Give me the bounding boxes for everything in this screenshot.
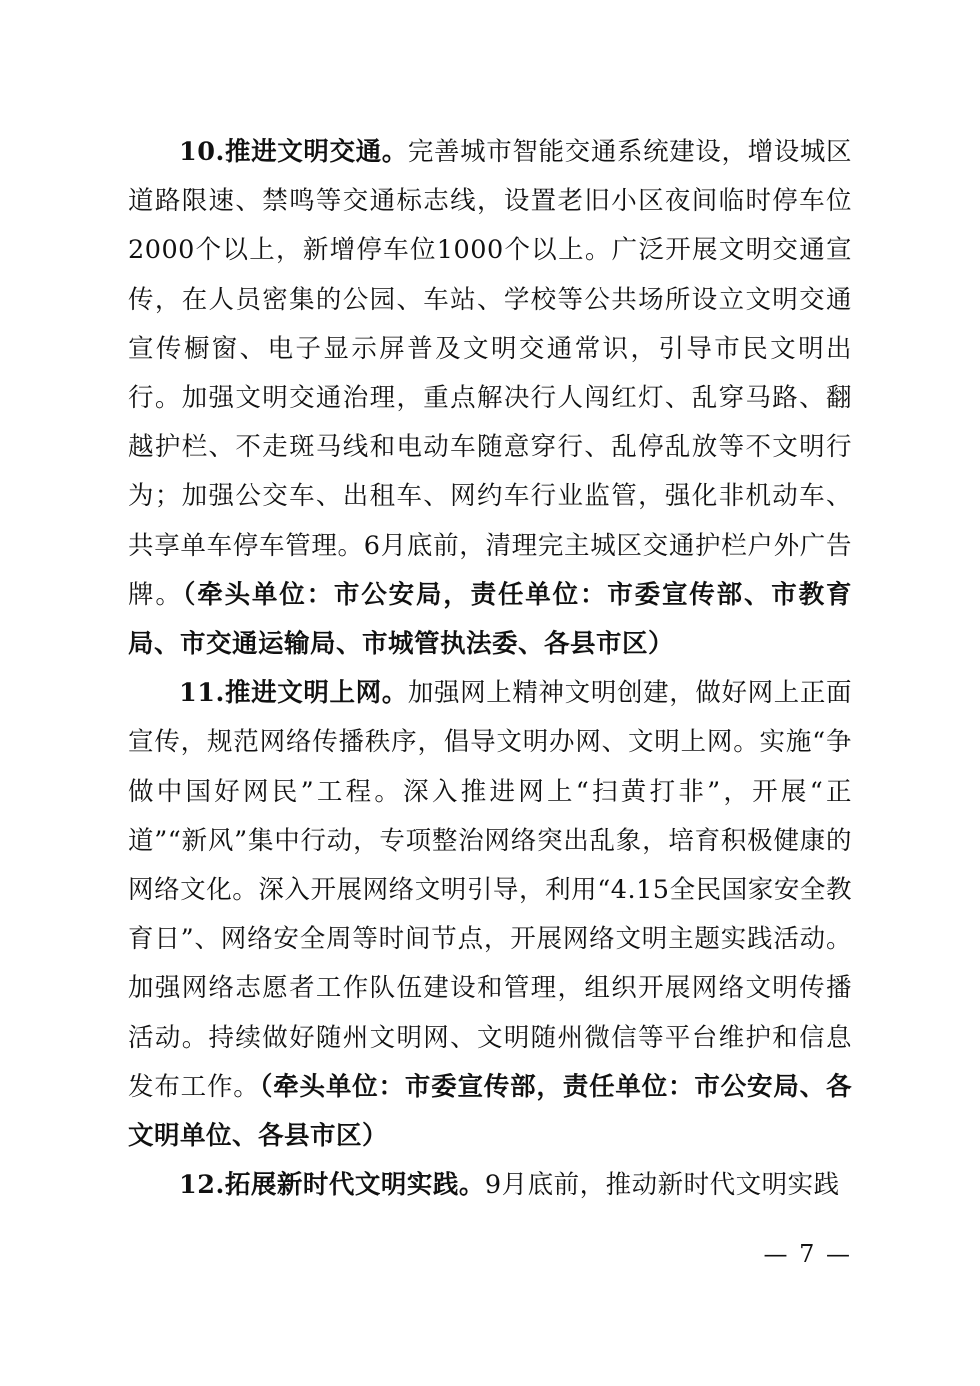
section-10 xyxy=(128,128,852,669)
section-heading: 12.拓展新时代文明实践。 xyxy=(179,1170,485,1201)
section-body: 加强网上精神文明创建，做好网上正面宣传，规范网络传播秩序，倡导文明办网、文明上网。实施“争做中国好网民”工程。深入推进网上“扫黄打非”，开展“正道”“新风”集中行动，专项整治网络突出乱象，培育积极健康的网络文化。深入开展网络文明引导，利用“4.15全民国家安全教育日”、网络安全周等时间节点，开展网络文明主题实践活动。加强网络志愿者工作队伍建设和管理，组织开展网络文明传播活动。持续做好随州文明网、文明随州微信等平台维护和信息发布工作。 xyxy=(128,678,852,1102)
responsible-units: （牵头单位：市委宣传部，责任单位：市公安局、各文明单位、各县市区） xyxy=(128,1071,852,1152)
section-body: 完善城市智能交通系统建设，增设城区道路限速、禁鸣等交通标志线，设置老旧小区夜间临时停车位2000个以上，新增停车位1000个以上。广泛开展文明交通宣传，在人员密集的公园、车站、学校等公共场所设立文明交通宣传橱窗、电子显示屏普及文明交通常识，引导市民文明出行。加强文明交通治理，重点解决行人闯红灯、乱穿马路、翻越护栏、不走斑马线和电动车随意穿行、乱停乱放等不文明行为；加强公交车、出租车、网约车行业监管，强化非机动车、共享单车停车管理。6月底前，清理完主城区交通护栏户外广告牌。 xyxy=(128,137,852,610)
section-heading: 11.推进文明上网。 xyxy=(179,678,408,709)
page-number-text: — 7 — xyxy=(763,1240,852,1268)
section-12 xyxy=(128,1161,852,1210)
responsible-units: （牵头单位：市公安局，责任单位：市委宣传部、市教育局、市交通运输局、市城管执法委、各县市区） xyxy=(128,579,852,660)
page-number xyxy=(0,1240,980,1268)
section-heading: 10.推进文明交通。 xyxy=(179,137,408,167)
section-11 xyxy=(128,669,852,1161)
document-page xyxy=(128,128,852,1210)
section-body: 9月底前，推动新时代文明实践 xyxy=(484,1170,840,1201)
